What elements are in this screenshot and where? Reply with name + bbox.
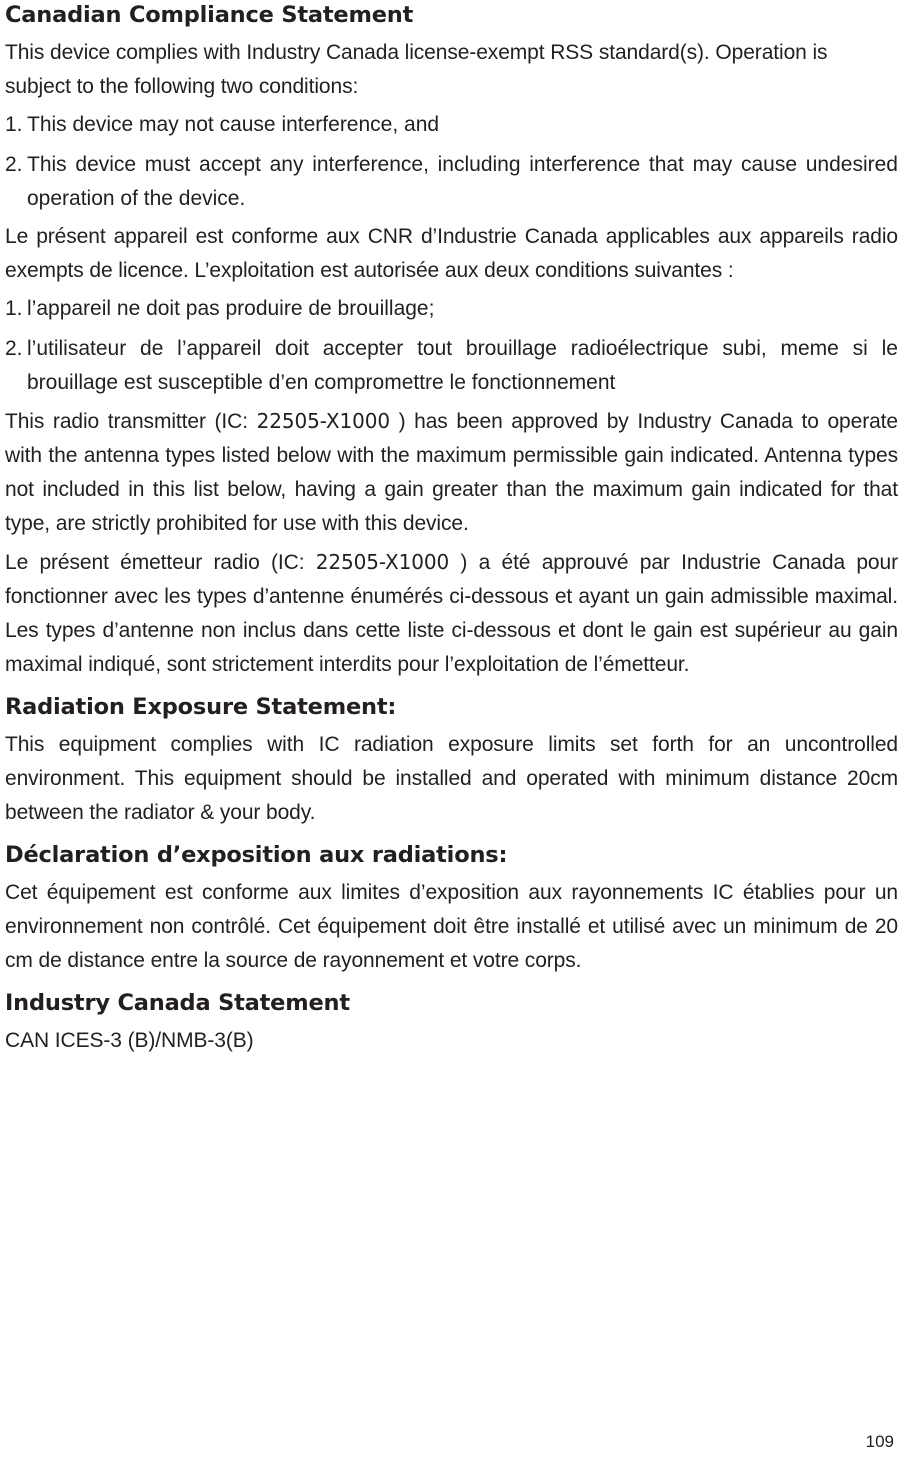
list-text: This device may not cause interference, and [27,113,440,136]
document-page [5,0,898,1058]
list-number: 1. [5,113,23,136]
conditions-list-en [5,108,898,216]
ic-number: 22505-X1000 [315,550,450,574]
page-number: 109 [865,1432,894,1451]
list-item [5,148,898,216]
transmitter-paragraph-fr [5,545,898,682]
canadian-compliance-heading: Canadian Compliance Statement [5,2,414,28]
transmitter-text-start: This radio transmitter (IC: [5,410,248,433]
list-number: 1. [5,297,23,320]
transmitter-text-end: ) has been approved by Industry Canada to operate with the antenna types listed below with the maximum permissible gain indicated. Antenna types not included in this list below, having a gain greater than the maximum gain indicated for that type, are strictly prohibited for use with this device. [5,410,898,535]
transmitter-text-start: Le présent émetteur radio (IC: [5,551,305,574]
list-item [5,332,898,400]
industry-canada-heading: Industry Canada Statement [5,990,350,1016]
declaration-text: Cet équipement est conforme aux limites d’exposition aux rayonnements IC établies pour un environnement non contrôlé. Cet équipement doit être installé et utilisé avec un minimum de 20 cm de distance entre la source de rayonnement et votre corps. [5,881,898,972]
conditions-list-fr [5,292,898,400]
transmitter-text-end: ) a été approuvé par Industrie Canada pour fonctionner avec les types d’antenne énumérés ci-dessous et ayant un gain admissible maximal. Les types d’antenne non inclus dans cette liste ci-dessous et dont le gain est supérieur au gain maximal indiqué, sont strictement interdits pour l’exploitation de l’émetteur. [5,551,898,676]
list-text: l’appareil ne doit pas produire de brouillage; [27,297,435,320]
list-number: 2. [5,337,23,360]
radiation-exposure-heading: Radiation Exposure Statement: [5,694,397,720]
declaration-heading: Déclaration d’exposition aux radiations: [5,842,508,868]
transmitter-paragraph-en [5,404,898,541]
list-text: l’utilisateur de l’appareil doit accepter tout brouillage radioélectrique subi, meme si le brouillage est susceptible d’en compromettre le fonctionnement [27,337,898,394]
radiation-exposure-text: This equipment complies with IC radiation exposure limits set forth for an uncontrolled environment. This equipment should be installed and operated with minimum distance 20cm between the radiator & your body. [5,733,898,824]
canadian-intro-paragraph: This device complies with Industry Canada license-exempt RSS standard(s). Operation is subject to the following two conditions: [5,41,828,98]
list-item [5,292,898,326]
list-number: 2. [5,153,23,176]
ic-number: 22505-X1000 [256,409,390,433]
list-item [5,108,898,142]
list-text: This device must accept any interference, including interference that may cause undesired operation of the device. [27,153,898,210]
industry-canada-text: CAN ICES-3 (B)/NMB-3(B) [5,1029,254,1052]
french-intro-paragraph: Le présent appareil est conforme aux CNR d’Industrie Canada applicables aux appareils radio exempts de licence. L’exploitation est autorisée aux deux conditions suivantes : [5,225,898,282]
